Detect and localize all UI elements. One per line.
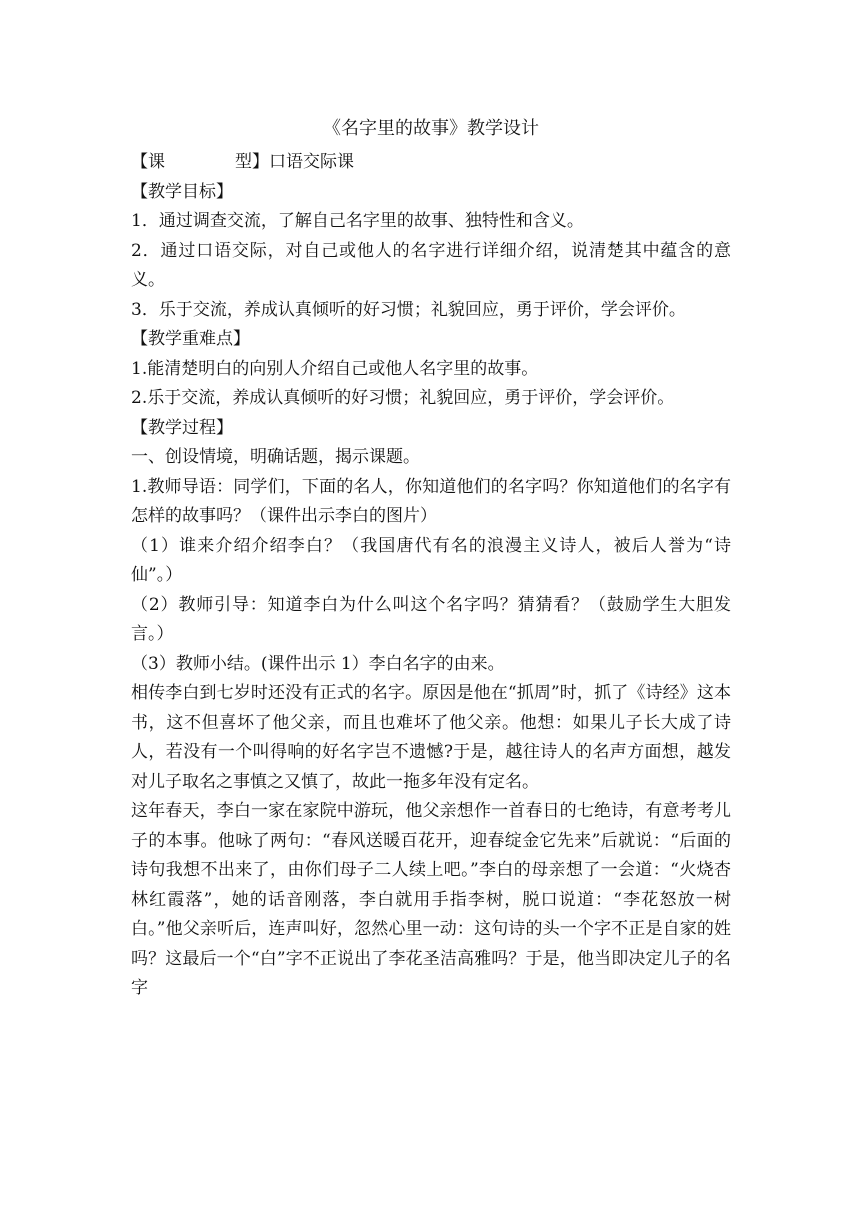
question-1: （1）谁来介绍介绍李白？（我国唐代有名的浪漫主义诗人，被后人誉为“诗仙”。） <box>131 535 731 585</box>
key-points-heading: 【教学重难点】 <box>131 329 250 349</box>
lesson-type-line <box>131 148 731 178</box>
step-1-intro: 1.教师导语：同学们，下面的名人，你知道他们的名字吗？你知道他们的名字有怎样的故事吗？（课件出示李白的图片） <box>131 476 731 526</box>
lesson-type-label-left: 【课 <box>131 152 165 172</box>
goal-item-2: 2．通过口语交际，对自己或他人的名字进行详细介绍，说清楚其中蕴含的意义。 <box>131 240 731 290</box>
question-3: （3）教师小结。(课件出示 1）李白名字的由来。 <box>131 653 505 674</box>
goals-heading: 【教学目标】 <box>131 181 233 202</box>
document-title: 《名字里的故事》教学设计 <box>323 118 539 139</box>
goal-item-3: 3．乐于交流，养成认真倾听的好习惯；礼貌回应，勇于评价，学会评价。 <box>131 299 686 320</box>
story-paragraph-2: 这年春天，李白一家在家院中游玩，他父亲想作一首春日的七绝诗，有意考考儿子的本事。他咏了两句：“春风送暖百花开，迎春绽金它先来”后就说：“后面的诗句我想不出来了，由你们母子二人续上吧。”李白的母亲想了一会道：“火烧杏林红霞落”，她的话音刚落，李白就用手指李树，脱口说道：“李花怒放一树白。”他父亲听后，连声叫好，忽然心里一动：这句诗的头一个字不正是自家的姓吗？这最后一个“白”字不正说出了李花圣洁高雅吗？于是，他当即决定儿子的名字 <box>131 801 731 998</box>
lesson-type-label-right: 型】口语交际课 <box>235 152 354 172</box>
document-body <box>131 114 731 1004</box>
key-point-2: 2.乐于交流，养成认真倾听的好习惯；礼貌回应，勇于评价，学会评价。 <box>131 388 675 408</box>
story-paragraph-1: 相传李白到七岁时还没有正式的名字。原因是他在“抓周”时，抓了《诗经》这本书，这不但喜坏了他父亲，而且也难坏了他父亲。他想：如果儿子长大成了诗人，若没有一个叫得响的好名字岂不遗憾?于是，越往诗人的名声方面想，越发对儿子取名之事慎之又慎了，故此一拖多年没有定名。 <box>131 683 731 792</box>
goal-item-1: 1．通过调查交流，了解自己名字里的故事、独特性和含义。 <box>131 211 584 231</box>
process-heading: 【教学过程】 <box>131 417 233 438</box>
question-2: （2）教师引导：知道李白为什么叫这个名字吗？猜猜看？（鼓励学生大胆发言。） <box>131 594 731 644</box>
step-1-heading: 一、创设情境，明确话题，揭示课题。 <box>131 447 420 467</box>
key-point-1: 1.能清楚明白的向别人介绍自己或他人名字里的故事。 <box>131 358 539 379</box>
